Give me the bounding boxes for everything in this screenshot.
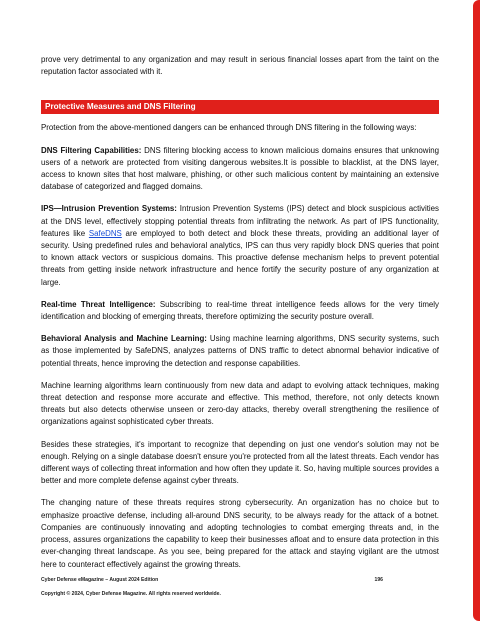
ips-paragraph — [41, 203, 439, 288]
threat-intelligence-term: Real-time Threat Intelligence: — [41, 299, 156, 309]
document-page — [41, 54, 439, 581]
intro-paragraph: prove very detrimental to any organization and may result in serious financial losses apart from the taint on the reputation factor associated with it. — [41, 55, 439, 77]
threat-intelligence-body: Subscribing to real-time threat intelligence feeds allows for the very timely identification and blocking of emerging threats, therefore optimizing the security posture overall. — [41, 299, 439, 322]
machine-learning-paragraph: Machine learning algorithms learn continuously from new data and adapt to evolving attack techniques, making threat detection and response more accurate and effective. This method, therefore, not only detects known threats but also detects otherwise unseen or zero-day attacks, thereby overall strengthening the resilience of organizations against sophisticated cyber threats. — [41, 380, 439, 427]
section-header: Protective Measures and DNS Filtering — [41, 100, 439, 114]
conclusion-paragraph: The changing nature of these threats requires strong cybersecurity. An organization has no choice but to emphasize proactive defense, including all-around DNS security, to be always ready for the attack of a botnet. Companies are continuously innovating and adopting technologies to combat emerging threats and, in the process, assures organizations the capability to keep their businesses afloat and to ensure data protection in this ever-changing threat landscape. As you see, being prepared for the attack and staying vigilant are the utmost here to counteract effectively against the growing threats. — [41, 498, 439, 569]
red-edge-bar — [473, 0, 480, 621]
ips-body-start: Intrusion Prevention Systems (IPS) detect and block suspicious activities at the DNS level, effectively stopping potential threats from infiltrating the network. As part of IPS functionality, features like — [41, 204, 439, 238]
threat-intelligence-paragraph — [41, 299, 439, 323]
behavioral-analysis-term: Behavioral Analysis and Machine Learning: — [41, 334, 207, 344]
section-lead: Protection from the above-mentioned dangers can be enhanced through DNS filtering in the following ways: — [41, 123, 417, 133]
behavioral-analysis-body: Using machine learning algorithms, DNS security systems, such as those implemented by SafeDNS, analyzes patterns of DNS traffic to detect abnormal behavior indicative of potential threats, hence improving the detection and response capabilities. — [41, 334, 439, 368]
dns-filtering-term: DNS Filtering Capabilities: — [41, 145, 142, 155]
page-footer — [41, 576, 439, 598]
behavioral-analysis-paragraph — [41, 333, 439, 370]
ips-term: IPS—Intrusion Prevention Systems: — [41, 204, 177, 214]
footer-copyright: Copyright © 2024, Cyber Defense Magazine. All rights reserved worldwide. — [41, 591, 221, 597]
footer-row — [41, 576, 439, 584]
dns-filtering-body: DNS filtering blocking access to known malicious domains ensures that unknowing users of a network are protected from visiting dangerous websites.It is possible to blacklist, at the DNS layer, access to known sites that host malware, phishing, or other such malicious content by maintaining an extensive database of categorized and flagged domains. — [41, 145, 439, 192]
vendor-diversity-paragraph: Besides these strategies, it's important to recognize that depending on just one vendor's solution may not be enough. Relying on a single database doesn't ensure you're protected from all the latest threats. Each vendor has different ways of collecting threat information and how often they update it. So, having multiple sources provides a better and more complete defense against cyber threats. — [41, 439, 439, 486]
footer-edition: Cyber Defense eMagazine – August 2024 Edition — [41, 577, 159, 583]
page-number: 196 — [374, 577, 383, 583]
dns-filtering-paragraph — [41, 145, 439, 194]
safedns-link[interactable]: SafeDNS — [88, 228, 122, 238]
ips-body-end: are employed to both detect and block these threats, providing an additional layer of security. Using predefined rules and behavioral analytics, IPS can thus very rapidly block DNS queries that point to known attack vectors or suspicious domains. This proactive defense mechanism helps to prevent potential threats from getting inside network infrastructure and hence fortify the security posture of any organization at large. — [41, 228, 439, 287]
